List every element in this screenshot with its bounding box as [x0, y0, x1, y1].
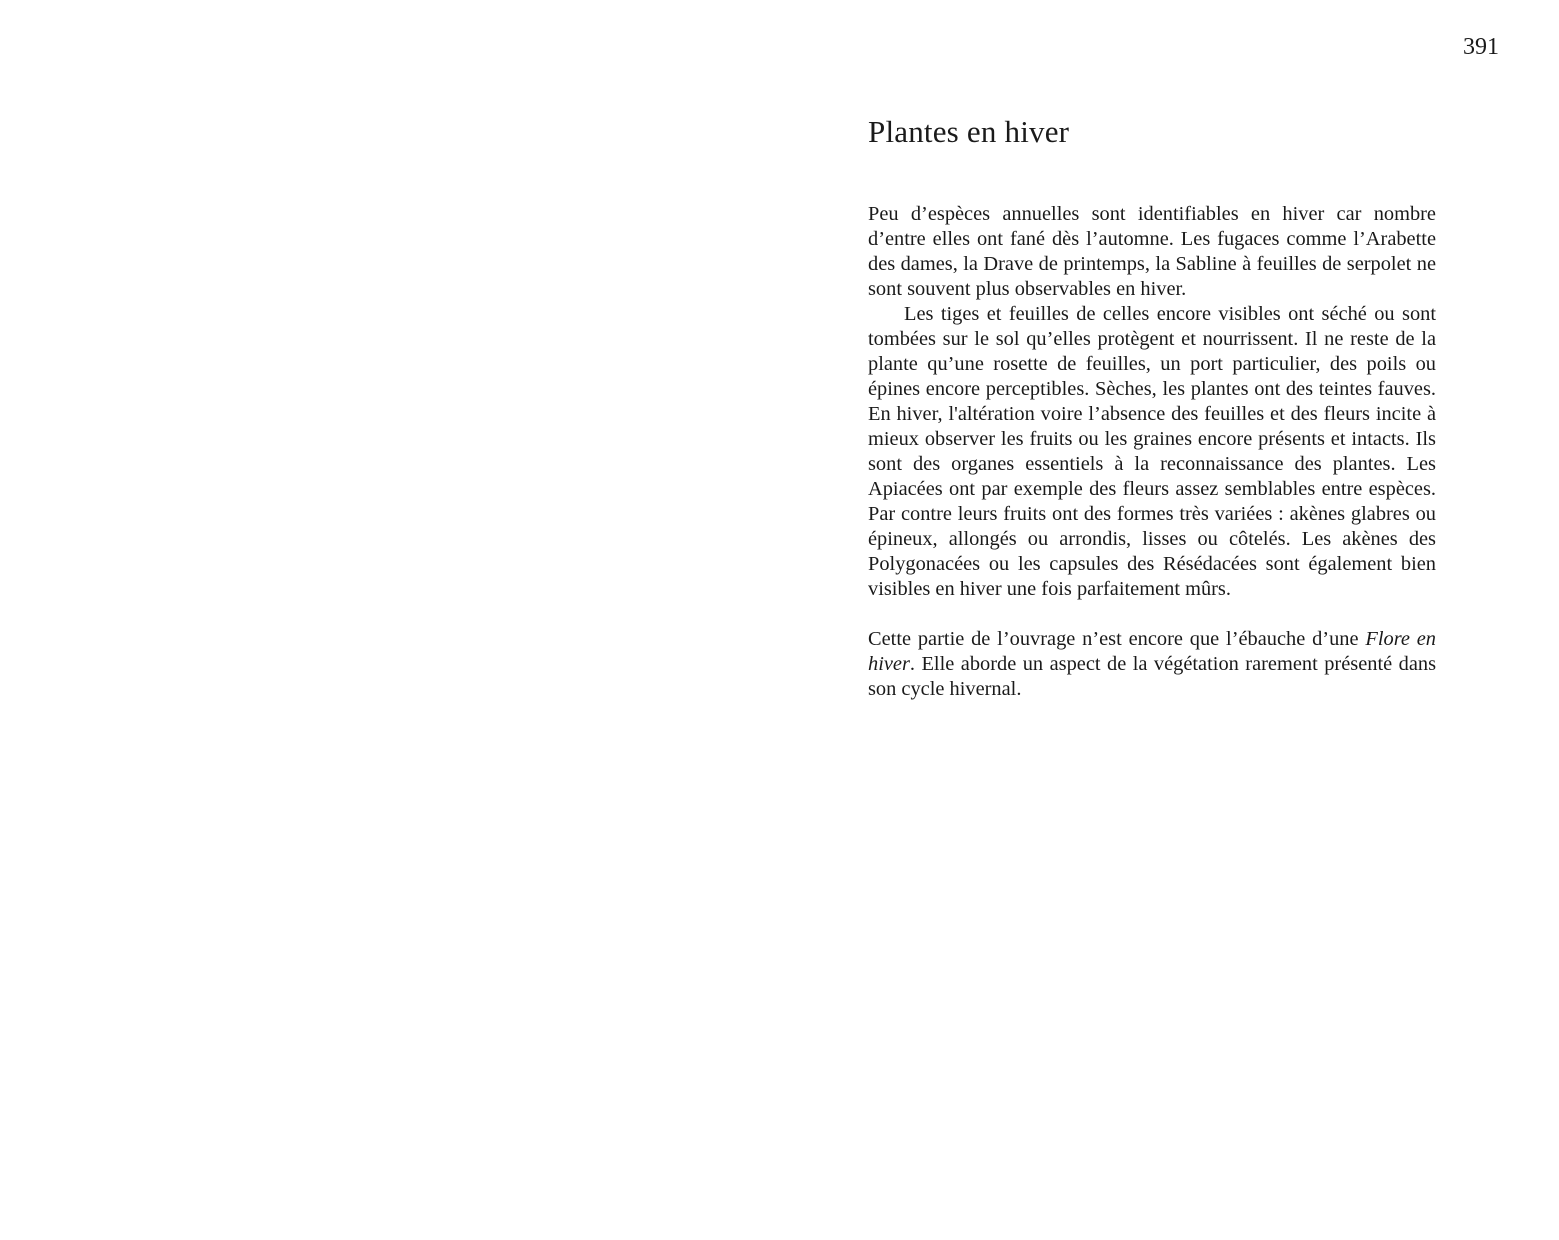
book-title-italic: Flore en hiver — [868, 628, 1436, 675]
body-text — [868, 202, 1436, 702]
paragraph-intro: Peu d’espèces annuelles sont identifiables en hiver car nombre d’entre elles ont fané dès l’automne. Les fugaces comme l’Arabette des dames, la Drave de printemps, la Sabline à feuilles de serpolet ne sont souvent plus observables en hiver. — [868, 203, 1436, 300]
paragraph-flora-note-start: Cette partie de l’ouvrage n’est encore que l’ébauche d’une — [868, 628, 1366, 650]
chapter-title: Plantes en hiver — [868, 114, 1070, 149]
paragraph-flora-note — [868, 627, 1436, 702]
paragraph-winter-features: Les tiges et feuilles de celles encore visibles ont séché ou sont tombées sur le sol qu’elles protègent et nourrissent. Il ne reste de la plante qu’une rosette de feuilles, un port particulier, des poils ou épines encore perceptibles. Sèches, les plantes ont des teintes fauves. En hiver, l'altération voire l’absence des feuilles et des fleurs incite à mieux observer les fruits ou les graines encore présents et intacts. Ils sont des organes essentiels à la reconnaissance des plantes. Les Apiacées ont par exemple des fleurs assez semblables entre espèces. Par contre leurs fruits ont des formes très variées : akènes glabres ou épineux, allongés ou arrondis, lisses ou côtelés. Les akènes des Polygonacées ou les capsules des Résédacées sont également bien visibles en hiver une fois parfaitement mûrs. — [868, 303, 1436, 600]
page-number: 391 — [1463, 34, 1499, 60]
paragraph-flora-note-end: . Elle aborde un aspect de la végétation rarement présenté dans son cycle hivernal. — [868, 653, 1436, 700]
